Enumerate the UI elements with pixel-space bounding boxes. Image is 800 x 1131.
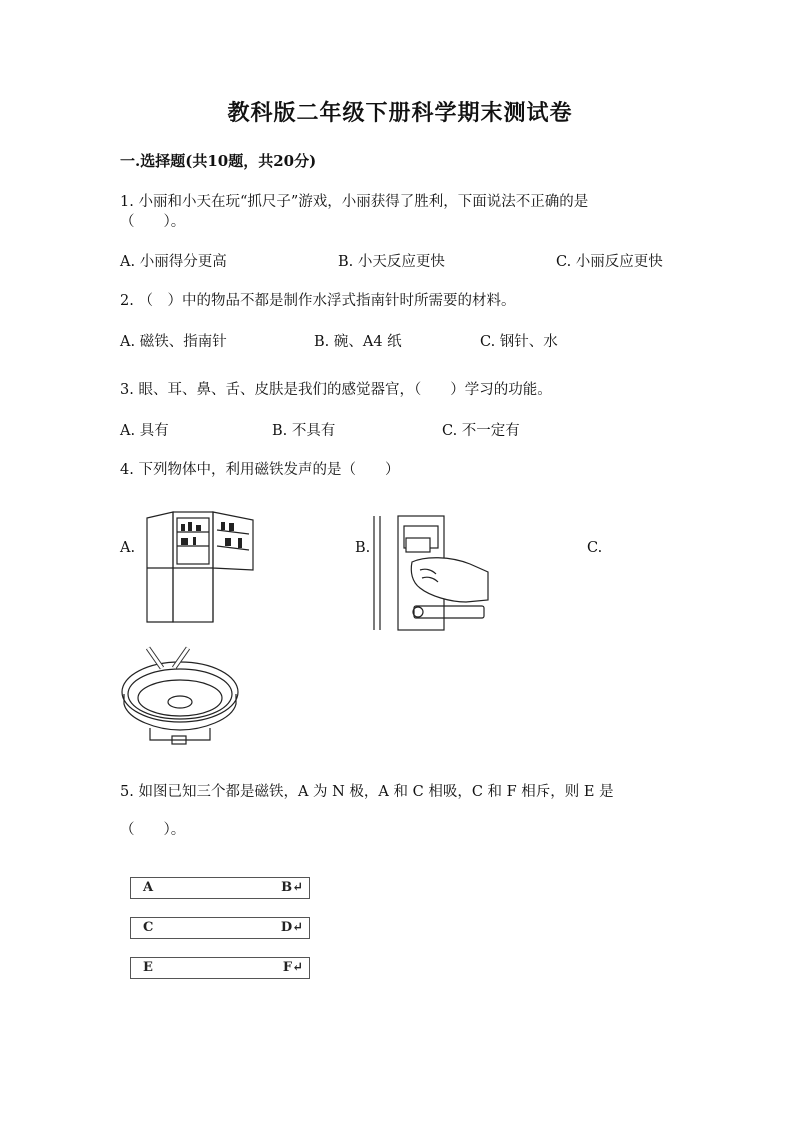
refrigerator-illustration bbox=[135, 510, 260, 625]
magnet-pole-d: D↵ bbox=[280, 920, 303, 935]
question-5-blank: （ ）。 bbox=[120, 822, 186, 838]
question-4-option-a[interactable]: A. bbox=[120, 540, 136, 556]
magnet-ef bbox=[130, 957, 310, 979]
magnet-pole-a: A bbox=[143, 880, 154, 895]
question-2-option-b[interactable]: B. 碗、A4 纸 bbox=[314, 334, 402, 350]
magnet-pole-c: C bbox=[143, 920, 154, 935]
section-heading: 一.选择题(共10题，共20分) bbox=[120, 152, 317, 170]
question-1-option-c[interactable]: C. 小丽反应更快 bbox=[556, 254, 663, 270]
question-3-option-a[interactable]: A. 具有 bbox=[120, 423, 169, 439]
question-4-text: 4. 下列物体中，利用磁铁发声的是（ ） bbox=[120, 462, 400, 478]
question-3-text: 3. 眼、耳、鼻、舌、皮肤是我们的感觉器官，（ ）学习的功能。 bbox=[120, 382, 552, 398]
loudspeaker-illustration bbox=[118, 640, 243, 750]
question-2-option-a[interactable]: A. 磁铁、指南针 bbox=[120, 334, 227, 350]
question-2-text: 2. （ ）中的物品不都是制作水浮式指南针时所需要的材料。 bbox=[120, 293, 516, 309]
door-card-illustration bbox=[370, 512, 495, 632]
magnet-pole-b: B↵ bbox=[281, 880, 303, 895]
question-1-text: 1. 小丽和小天在玩“抓尺子”游戏，小丽获得了胜利，下面说法不正确的是 bbox=[120, 194, 589, 210]
question-4-option-c[interactable]: C. bbox=[587, 540, 603, 556]
question-5-text: 5. 如图已知三个都是磁铁，A 为 N 极，A 和 C 相吸，C 和 F 相斥，则 E 是 bbox=[120, 784, 614, 800]
question-1-option-a[interactable]: A. 小丽得分更高 bbox=[120, 254, 227, 270]
magnet-pole-f: F↵ bbox=[282, 960, 303, 975]
question-1-blank: （ ）。 bbox=[120, 214, 186, 230]
magnet-cd bbox=[130, 917, 310, 939]
question-1-option-b[interactable]: B. 小天反应更快 bbox=[338, 254, 445, 270]
question-3-option-b[interactable]: B. 不具有 bbox=[272, 423, 336, 439]
page-title: 教科版二年级下册科学期末测试卷 bbox=[227, 100, 573, 126]
question-2-option-c[interactable]: C. 钢针、水 bbox=[480, 334, 558, 350]
magnet-ab bbox=[130, 877, 310, 899]
question-3-option-c[interactable]: C. 不一定有 bbox=[442, 423, 520, 439]
question-4-option-b[interactable]: B. bbox=[355, 540, 371, 556]
magnet-pole-e: E bbox=[143, 960, 153, 975]
